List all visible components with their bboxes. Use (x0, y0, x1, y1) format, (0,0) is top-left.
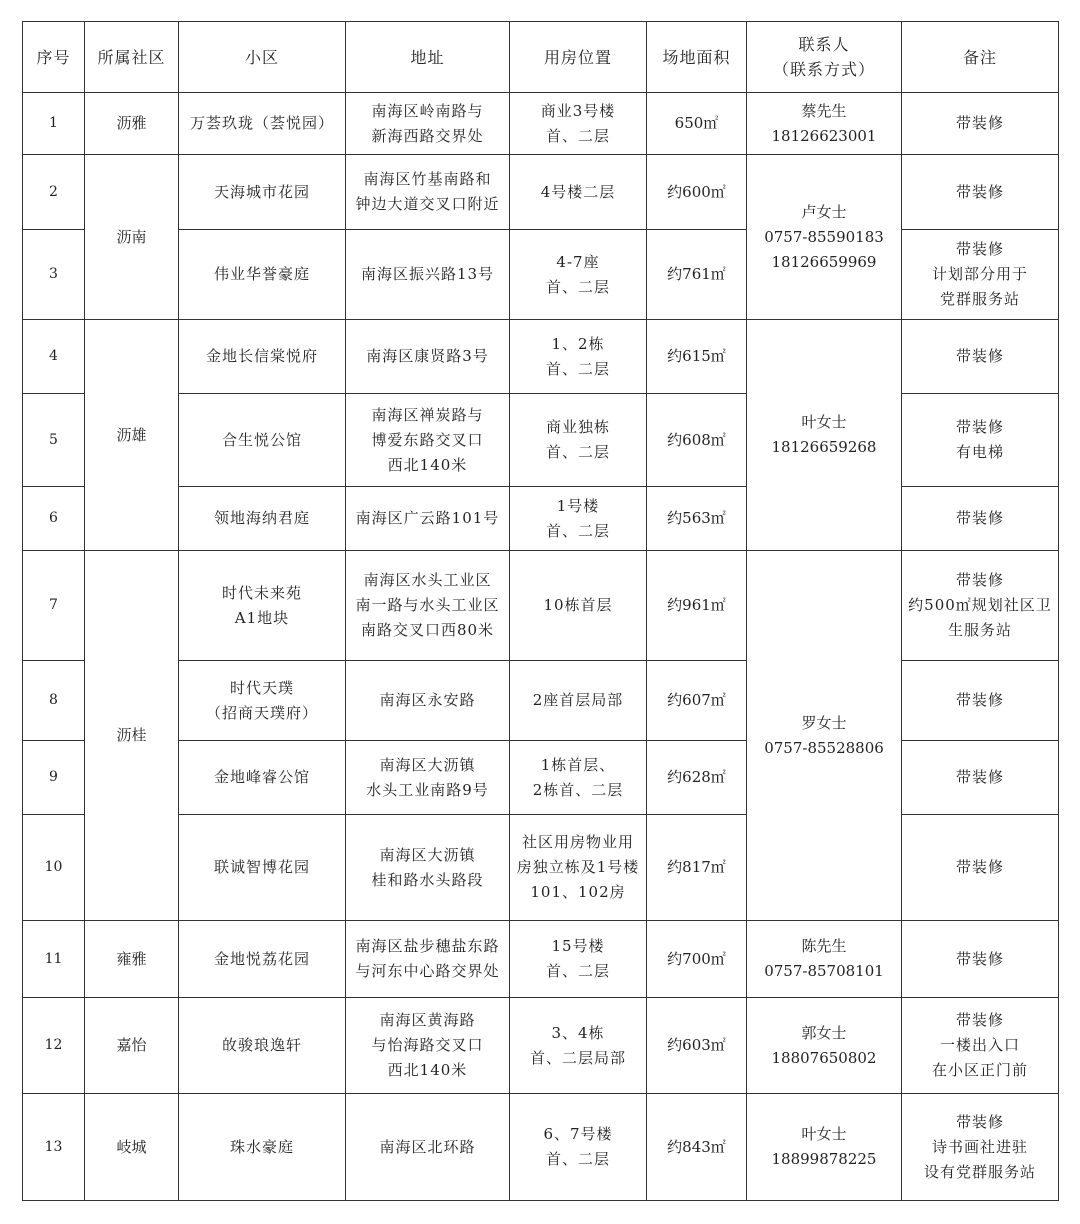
estate-cell: 珠水豪庭 (179, 1094, 346, 1201)
table-row (23, 921, 1059, 998)
row-number: 9 (23, 741, 85, 815)
area-cell: 约603㎡ (647, 998, 747, 1094)
row-number: 5 (23, 394, 85, 487)
area-cell: 约817㎡ (647, 815, 747, 921)
community-cell: 雍雅 (85, 921, 179, 998)
location-cell: 10栋首层 (510, 551, 647, 661)
note-cell: 带装修 (902, 487, 1059, 551)
table-row (23, 93, 1059, 155)
header-area: 场地面积 (647, 22, 747, 93)
community-cell: 沥南 (85, 155, 179, 320)
address-cell: 南海区广云路101号 (346, 487, 510, 551)
header-note: 备注 (902, 22, 1059, 93)
area-cell: 约843㎡ (647, 1094, 747, 1201)
table-row (23, 320, 1059, 394)
location-cell: 1栋首层、 2栋首、二层 (510, 741, 647, 815)
housing-table (22, 21, 1059, 1201)
area-cell: 约607㎡ (647, 661, 747, 741)
header-row (23, 22, 1059, 93)
area-cell: 650㎡ (647, 93, 747, 155)
header-estate: 小区 (179, 22, 346, 93)
row-number: 12 (23, 998, 85, 1094)
community-cell: 沥桂 (85, 551, 179, 921)
community-cell: 岐城 (85, 1094, 179, 1201)
contact-cell: 卢女士 0757-85590183 18126659969 (747, 155, 902, 320)
note-cell: 带装修 有电梯 (902, 394, 1059, 487)
address-cell: 南海区盐步穗盐东路 与河东中心路交界处 (346, 921, 510, 998)
address-cell: 南海区北环路 (346, 1094, 510, 1201)
area-cell: 约761㎡ (647, 230, 747, 320)
estate-cell: 敀骏琅逸轩 (179, 998, 346, 1094)
contact-cell: 郭女士 18807650802 (747, 998, 902, 1094)
estate-cell: 金地长信棠悦府 (179, 320, 346, 394)
estate-cell: 伟业华誉豪庭 (179, 230, 346, 320)
estate-cell: 时代未来苑 A1地块 (179, 551, 346, 661)
contact-cell: 陈先生 0757-85708101 (747, 921, 902, 998)
address-cell: 南海区岭南路与 新海西路交界处 (346, 93, 510, 155)
estate-cell: 合生悦公馆 (179, 394, 346, 487)
table-row (23, 741, 1059, 815)
address-cell: 南海区禅炭路与 博爱东路交叉口 西北140米 (346, 394, 510, 487)
header-address: 地址 (346, 22, 510, 93)
note-cell: 带装修 (902, 93, 1059, 155)
address-cell: 南海区黄海路 与怡海路交叉口 西北140米 (346, 998, 510, 1094)
table-row (23, 815, 1059, 921)
community-cell: 沥雄 (85, 320, 179, 551)
note-cell: 带装修 诗书画社进驻 设有党群服务站 (902, 1094, 1059, 1201)
address-cell: 南海区竹基南路和 钟边大道交叉口附近 (346, 155, 510, 230)
location-cell: 1、2栋 首、二层 (510, 320, 647, 394)
header-contact: 联系人 （联系方式） (747, 22, 902, 93)
table-row (23, 551, 1059, 661)
row-number: 1 (23, 93, 85, 155)
header-no: 序号 (23, 22, 85, 93)
table-row (23, 998, 1059, 1094)
contact-cell: 叶女士 18899878225 (747, 1094, 902, 1201)
community-cell: 嘉怡 (85, 998, 179, 1094)
location-cell: 4号楼二层 (510, 155, 647, 230)
note-cell: 带装修 计划部分用于 党群服务站 (902, 230, 1059, 320)
row-number: 2 (23, 155, 85, 230)
contact-cell: 罗女士 0757-85528806 (747, 551, 902, 921)
row-number: 10 (23, 815, 85, 921)
area-cell: 约961㎡ (647, 551, 747, 661)
estate-cell: 领地海纳君庭 (179, 487, 346, 551)
location-cell: 社区用房物业用 房独立栋及1号楼 101、102房 (510, 815, 647, 921)
note-cell: 带装修 约500㎡规划社区卫 生服务站 (902, 551, 1059, 661)
area-cell: 约615㎡ (647, 320, 747, 394)
address-cell: 南海区康贤路3号 (346, 320, 510, 394)
location-cell: 6、7号楼 首、二层 (510, 1094, 647, 1201)
row-number: 8 (23, 661, 85, 741)
header-community: 所属社区 (85, 22, 179, 93)
community-cell: 沥雅 (85, 93, 179, 155)
address-cell: 南海区大沥镇 水头工业南路9号 (346, 741, 510, 815)
note-cell: 带装修 (902, 921, 1059, 998)
row-number: 4 (23, 320, 85, 394)
area-cell: 约600㎡ (647, 155, 747, 230)
estate-cell: 天海城市花园 (179, 155, 346, 230)
estate-cell: 万荟玖珑（荟悦园） (179, 93, 346, 155)
note-cell: 带装修 (902, 741, 1059, 815)
note-cell: 带装修 (902, 320, 1059, 394)
area-cell: 约608㎡ (647, 394, 747, 487)
header-location: 用房位置 (510, 22, 647, 93)
location-cell: 15号楼 首、二层 (510, 921, 647, 998)
area-cell: 约628㎡ (647, 741, 747, 815)
row-number: 13 (23, 1094, 85, 1201)
location-cell: 4-7座 首、二层 (510, 230, 647, 320)
location-cell: 1号楼 首、二层 (510, 487, 647, 551)
table-row (23, 487, 1059, 551)
table-row (23, 230, 1059, 320)
row-number: 11 (23, 921, 85, 998)
estate-cell: 金地峰睿公馆 (179, 741, 346, 815)
location-cell: 3、4栋 首、二层局部 (510, 998, 647, 1094)
row-number: 3 (23, 230, 85, 320)
row-number: 6 (23, 487, 85, 551)
estate-cell: 联诚智博花园 (179, 815, 346, 921)
area-cell: 约563㎡ (647, 487, 747, 551)
contact-cell: 蔡先生 18126623001 (747, 93, 902, 155)
area-cell: 约700㎡ (647, 921, 747, 998)
contact-cell: 叶女士 18126659268 (747, 320, 902, 551)
address-cell: 南海区大沥镇 桂和路水头路段 (346, 815, 510, 921)
row-number: 7 (23, 551, 85, 661)
location-cell: 商业独栋 首、二层 (510, 394, 647, 487)
address-cell: 南海区振兴路13号 (346, 230, 510, 320)
estate-cell: 金地悦荔花园 (179, 921, 346, 998)
address-cell: 南海区水头工业区 南一路与水头工业区 南路交叉口西80米 (346, 551, 510, 661)
location-cell: 商业3号楼 首、二层 (510, 93, 647, 155)
table-row (23, 1094, 1059, 1201)
note-cell: 带装修 (902, 155, 1059, 230)
location-cell: 2座首层局部 (510, 661, 647, 741)
table-row (23, 661, 1059, 741)
note-cell: 带装修 (902, 815, 1059, 921)
table-row (23, 155, 1059, 230)
table-container (22, 21, 1059, 1201)
note-cell: 带装修 一楼出入口 在小区正门前 (902, 998, 1059, 1094)
address-cell: 南海区永安路 (346, 661, 510, 741)
estate-cell: 时代天璞 （招商天璞府） (179, 661, 346, 741)
table-row (23, 394, 1059, 487)
note-cell: 带装修 (902, 661, 1059, 741)
